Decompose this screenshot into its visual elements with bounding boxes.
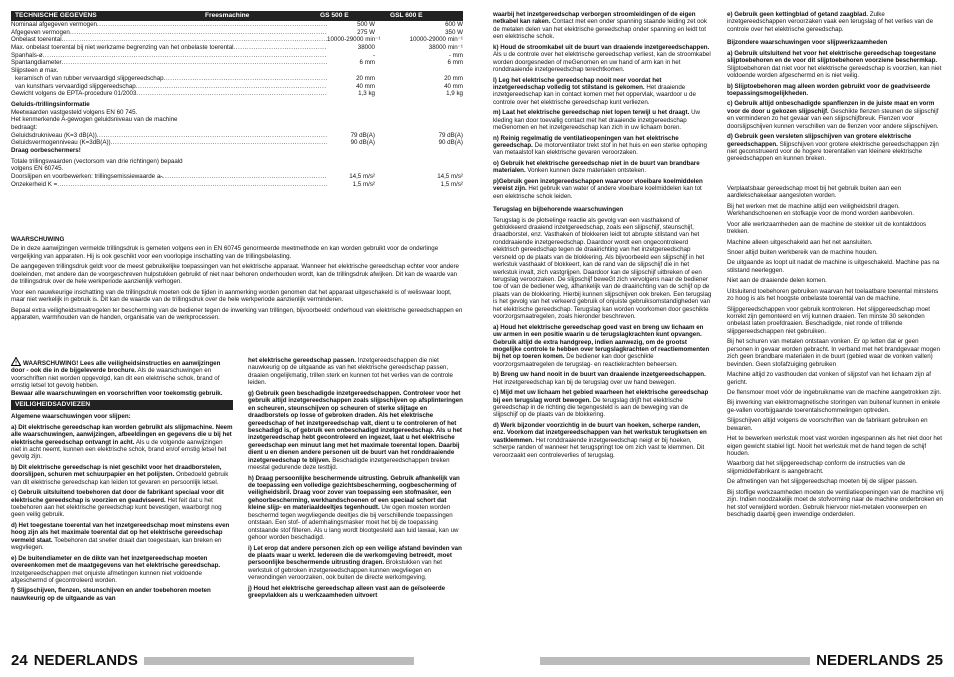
item-bold: e) Gebruik geen kettingblad of getand zaagblad.: [727, 11, 868, 18]
item-bold: waarbij het inzetgereedschap verborgen stroomleidingen of de eigen netkabel kan raken.: [493, 11, 696, 26]
item-text: Als u de volgende aanwijzingen niet in acht neemt, kunnen een elektrische schok, brand en/of ernstig letsel het gevolg zijn.: [11, 438, 227, 461]
item-bold: c) Gebruik altijd onbeschadigde spanflenzen in de juiste maat en vorm voor de door u gekozen slijpschijf.: [727, 100, 935, 115]
leader-dots: [97, 21, 327, 29]
noise-line: bedraagt:: [11, 123, 38, 131]
row-value-gsl600: 600 W: [445, 21, 463, 28]
item-text: Zulke inzetgereedschappen veroorzaken vaak een terugslag of het verlies van de controle over het elektrische gereedschap.: [727, 11, 934, 33]
item-bold: b) Dit elektrische gereedschap is niet geschikt voor het draadborstelen, doorslijpen, schuren met schuurpapier en het polijsten.: [11, 463, 222, 479]
row-label: Max. onbelast toerental bij niet werkzame begrenzing van het onbelaste toerental: [11, 44, 234, 52]
item-text: Beschadigde inzetgereedschappen breken meestal gedurende deze testtijd.: [248, 456, 450, 472]
spec-row: [11, 59, 463, 67]
row-value-gsl600: 1,9 kg: [446, 90, 463, 98]
leader-dots: [62, 36, 327, 44]
spec-row: [11, 36, 463, 44]
leader-dots: [43, 52, 327, 60]
row-label: Afgegeven vermogen: [11, 28, 70, 36]
right-col1: [493, 11, 713, 462]
warning-text: Als de waarschuwingen en voorschriften niet worden opgevolgd, kan dit een elektrische schok, brand of ernstig letsel tot gevolg hebben.: [11, 367, 220, 390]
instruction-paragraph: Bij het schuren van metalen ontstaan vonken. Er op letten dat er geen personen in gevaar worden gebracht. In verband met het brandgevaar mogen zich geen brandbare materialen in de buurt (gebied waar de vonken vallen) bevinden. Geen stofafzuiging gebruiken: [727, 338, 940, 368]
warning-triangle-icon: [11, 357, 21, 366]
item-bold: k) Houd de stroomkabel uit de buurt van draaiende inzetgereedschappen.: [493, 43, 710, 51]
safety-item: [11, 587, 233, 602]
spec-row: [11, 52, 463, 60]
leader-dots: [163, 173, 327, 181]
noise-lines: [11, 109, 463, 132]
warning-paragraph: Voor een nauwkeurige inschatting van de trillingsdruk moeten ook de tijden in aanmerking worden genomen dat het apparaat uitgeschakeld is of weliswaar loopt, maar niet werkelijk in gebruik is. Dit kan de waarde van de trillingsdruk over de hele werkperiode aanzienlijk verminderen.: [11, 288, 452, 304]
instruction-paragraph: Slijpgereedschappen voor gebruik kontroleren. Het slijpgereedschap moet korrekt zijn gemonteerd en vrij kunnen draaien. Ten minste 30 sekonden onbelast laten proefdraaien. Beschadigde, niet ronde of trillende slijpgereedschappen niet gebruiken.: [727, 305, 930, 335]
grinding-title: Bijzondere waarschuwingen voor slijpwerkzaamheden: [727, 39, 888, 47]
row-value-gsl600: 79 dB(A): [438, 131, 463, 139]
row-value-gs500: -: [372, 51, 375, 59]
left-footer: [11, 652, 414, 669]
keep-instructions: Bewaar alle waarschuwingen en voorschriften voor toekomstig gebruik.: [11, 389, 223, 397]
safety-item: [248, 390, 463, 472]
left-col2-items: [248, 357, 463, 600]
item-bold: het elektrische gereedschap passen.: [248, 357, 356, 364]
item-bold: d) Gebruik geen versleten slijpschijven van grotere elektrische gereedschappen.: [727, 133, 912, 148]
item-bold: l) Leg het elektrische gereedschap nooit neer voordat het inzetgereedschap volledig tot stilstand is gekomen.: [493, 76, 662, 91]
warning-paragraph: De in deze aanwijzingen vermelde trillingsdruk is gemeten volgens een in EN 60745 genormeerde meetmethode en kan worden gebruikt voor de onderlinge vergelijking van apparaten. Hij is ook geschikt voor een voorlopige inschatting van de trillingsbelasting.: [11, 245, 439, 260]
kickback-item: [493, 324, 713, 369]
safety-item: [248, 585, 463, 600]
item-text: Uw ogen moeten worden beschermd tegen wegvliegende deeltjes die bij verschillende toepassingen ontstaan. Een stof- of ademhalingsmasker moet het bij de toepassing ontstaande stof filteren. Als u lang wordt blootgesteld aan luid lawaai, kan uw gehoor worden beschadigd.: [248, 504, 459, 542]
safety-item: [493, 135, 713, 157]
grinding-item: [727, 133, 945, 163]
grinding-item: [727, 100, 945, 130]
safety-section-bar: VEILIGHEIDSADVIEZEN: [11, 400, 233, 410]
grinding-item: [727, 50, 945, 80]
item-bold: c) Mijd met uw lichaam het gebied waarheen het elektrische gereedschap bij een terugslag wordt bewogen.: [493, 389, 709, 404]
row-value-gsl600: 20 mm: [444, 74, 463, 82]
item-bold: a) Dit elektrische gereedschap kan worden gebruikt als slijpmachine. Neem alle waarschuwingen, aanwijzingen, afbeeldingen en gegevens die u bij het elektrische gereedschap ontvangt in acht.: [11, 423, 233, 446]
spec-col-gsl600: GSL 600 E: [390, 11, 423, 19]
item-text: Inzetgereedschappen die niet nauwkeurig op de uitgaande as van het elektrische gereedschap passen, draaien ongelijkmatig, trillen sterk en kunnen tot het verlies van de controle leiden.: [248, 357, 453, 387]
safety-item: [727, 11, 945, 33]
item-text: Het inzetgereedschap kan bij de terugslag over uw hand bewegen.: [493, 378, 676, 386]
instruction-paragraph: Bij stoffige werkzaamheden moeten de ventilatieopeningen van de machine vrij zijn. Indien noodzakelijk moet de stofvorming naar de machine onderbroken en het stof verwijderd worden. Gebruik hiervoor niet-metalen voorwerpen en beschadig daarbij geen inwendige onderdelen.: [727, 488, 944, 519]
warning-bold: WAARSCHUWING! Lees alle veiligheidsinstructies en aanwijzingen door - ook die in de bijgeleverde brochure.: [11, 360, 221, 375]
instruction-paragraph: Niet aan de draaiende delen komen.: [727, 277, 827, 285]
warning-intro: [11, 357, 233, 397]
row-value-gs500: 79 dB(A): [350, 131, 375, 139]
spec-col-type: Freesmachine: [205, 11, 250, 19]
instruction-paragraph: Machine alleen uitgeschakeld aan het net aansluiten.: [727, 238, 873, 246]
right-col2-items: [727, 11, 945, 33]
instruction-paragraph: Bij het werken met de machine altijd een veiligheidsbril dragen. Werkhandschoenen en stofkapje voor de mond worden aanbevolen.: [727, 202, 915, 218]
safety-item: [248, 357, 463, 387]
item-text: De motorventilator trekt stof in het huis en een sterke ophoping van metaalstof kan elektrische gevaren veroorzaken.: [493, 142, 707, 157]
noise-rows: [11, 132, 463, 147]
general-warnings-title: Algemene waarschuwingen voor slijpen:: [11, 413, 131, 421]
row-value-gsl600: 14,5 m/s²: [437, 173, 463, 181]
spec-col-gs500: GS 500 E: [320, 11, 349, 19]
item-text: Als u de controle over het elektrische gereedschap verliest, kan de stroomkabel worden doorgesneden of meGenomen en uw hand of arm kan in het ronddraaiende inzetgereedschap terechtkomen.: [493, 51, 711, 74]
noise-line: Meetwaarden vastgesteld volgens EN 60 745.: [11, 108, 138, 116]
instruction-paragraph: De uitgaande as loopt uit nadat de machine is uitgeschakeld. Machine pas na stilstand neerleggen.: [727, 259, 940, 274]
instruction-paragraph: Waarborg dat het slijpgereedschap conform de instructies van de slijpmiddelfabrikant is aangebracht.: [727, 460, 906, 475]
row-label: van kunsthars vervaardigd slijpgereedschap: [15, 82, 136, 90]
ear-protection: Draag oorbeschermers!: [11, 147, 81, 154]
item-text: Inzetgereedschappen met onjuiste afmetingen kunnen niet voldoende afgeschermd of gecontroleerd worden.: [11, 569, 202, 584]
vibration-line: Totale trillingswaarden (vectorsom van drie richtingen) bepaald: [11, 157, 183, 165]
item-text: Geschikte flenzen steunen de slijpschijf en verminderen zo het gevaar van een slijpschijfbreuk. Flenzen voor doorslijpschijven kunnen verschillen van de flenzen voor andere slijpschijven.: [727, 107, 939, 130]
noise-title: Geluids-/trillingsinformatie: [11, 100, 90, 108]
instruction-paragraph: Uitsluitend toebehoren gebruiken waarvan het toelaatbare toerental minstens zo hoog is als het hoogste onbelaste toerental van de machine.: [727, 287, 939, 303]
row-value-gsl600: 6 mm: [447, 59, 463, 67]
left-page: [0, 0, 472, 677]
row-label: Slijpsteen ø max.: [11, 67, 59, 75]
svg-text:!: !: [15, 360, 17, 366]
leader-dots: [136, 90, 327, 98]
spec-section: [11, 11, 463, 188]
page-number: 25: [926, 652, 943, 669]
item-bold: b) Breng uw hand nooit in de buurt van draaiende inzetgereedschappen.: [493, 371, 706, 379]
item-bold: h) Draag persoonlijke beschermende uitrusting. Gebruik afhankelijk van de toepassing een volledige gezichtsbescherming, oogbescherming of veiligheidsbril. Draag voor zover van toepassing een stofmasker, een gehoorbescherming, werkhandschoenen of een speciaal schort dat kleine slijp- en materiaaldeeltjes tegenhoudt.: [248, 474, 460, 512]
item-text: De bediener kan door geschikte voorzorgsmaatregelen de terugslag- en reactiekrachten beheersen.: [493, 353, 678, 368]
item-bold: c) Gebruik uitsluitend toebehoren dat door de fabrikant speciaal voor dit elektrische gereedschap is voorzien en geadviseerd.: [11, 489, 224, 504]
row-value-gsl600: 38000 min⁻¹: [428, 44, 463, 52]
item-bold: e) De buitendiameter en de dikte van het inzetgereedschap moeten overeenkomen met de maatgegevens van het elektrische gereedschap.: [11, 554, 221, 570]
safety-item: [493, 77, 713, 107]
spec-row: [11, 29, 463, 37]
kickback-item: [493, 389, 713, 419]
safety-item: [248, 545, 463, 582]
leader-dots: [164, 75, 327, 83]
right-paragraphs: [727, 185, 945, 519]
instruction-paragraph: De flensmoer moet vóór de ingebruikname van de machine aangetrokken zijn.: [727, 388, 942, 396]
item-bold: m) Laat het elektrische gereedschap niet lopen terwijl u het draagt.: [493, 109, 690, 117]
right-col1-items: [493, 11, 713, 200]
spec-title: TECHNISCHE GEGEVENS: [15, 11, 97, 19]
item-text: Het feit dat u het toebehoren aan het elektrische gereedschap kunt bevestigen, waarborgt nog geen veilig gebruik.: [11, 496, 222, 519]
vibration-line: volgens EN 60745.: [11, 165, 64, 173]
right-page: [482, 0, 954, 677]
page-language: NEDERLANDS: [33, 652, 138, 669]
safety-item: [11, 555, 233, 585]
right-footer: [540, 652, 943, 669]
safety-item: [11, 424, 233, 461]
vibration-row: [11, 173, 463, 181]
row-label: Spantangdiameter: [11, 59, 62, 67]
row-value-gsl600: 1,5 m/s²: [440, 180, 463, 188]
row-value-gs500: 1,5 m/s²: [352, 180, 375, 188]
safety-item: [11, 522, 233, 552]
right-col1-items2: [493, 324, 713, 459]
safety-item: [11, 464, 233, 486]
item-bold: o) Gebruik het elektrische gereedschap niet in de buurt van brandbare materialen.: [493, 159, 700, 175]
item-text: Het gebruik van water of andere vloeibare koelmiddelen kan tot een elektrische schok leiden.: [493, 185, 702, 200]
row-value-gs500: 40 mm: [356, 82, 375, 90]
spec-row: [11, 83, 463, 91]
safety-item: [493, 11, 713, 41]
right-col2: [727, 11, 945, 522]
row-label: Geluidsdrukniveau (K=3 dB(A)): [11, 131, 97, 139]
kickback-item: [493, 422, 713, 459]
instruction-paragraph: De afmetingen van het slijpgereedschap moeten bij de slijper passen.: [727, 478, 918, 486]
row-value-gs500: 14,5 m/s²: [349, 173, 375, 181]
row-value-gs500: 90 dB(A): [350, 139, 375, 147]
leader-dots: [57, 181, 327, 189]
item-text: Het ronddraaiende inzetgereedschap neigt er bij hoeken, scherpe randen of wanneer het terugspringt toe om zich vast te klemmen. Dit veroorzaakt een controleverlies of terugslag.: [493, 436, 705, 459]
kickback-title: Terugslag en bijbehorende waarschuwingen: [493, 206, 624, 214]
row-label: Doorslijpen en voorbewerken: trillingsemissiewaarde aₕ: [11, 173, 163, 181]
spec-row: [11, 44, 463, 52]
spec-row: [11, 67, 463, 75]
row-value-gsl600: [375, 67, 463, 75]
warning-paragraphs: [11, 245, 463, 321]
item-bold: b) Slijptoebehoren mag alleen worden gebruikt voor de geadviseerde toepassingsmogelijkheden.: [727, 82, 931, 97]
item-text: Vonken kunnen deze materialen ontsteken.: [525, 167, 647, 175]
item-text: Het draaiende inzetgereedschap kan in contact komen met het oppervlak, waardoor u de controle over het elektrische gereedschap kunt verliezen.: [493, 83, 696, 106]
leader-dots: [62, 59, 327, 67]
spec-row: [11, 21, 463, 29]
left-col1-items: [11, 424, 233, 603]
leader-dots: [97, 132, 327, 140]
noise-line: Het kenmerkende A-gewogen geluidsniveau van de machine: [11, 116, 178, 124]
instruction-paragraph: Bij inwerking van elektromagnetische storingen van buitenaf kunnen in enkele ge-vallen voorbijgaande toerentalschommelingen optreden.: [727, 399, 940, 414]
item-bold: g) Gebruik geen beschadigde inzetgereedschappen. Controleer voor het gebruik altijd inzetgereedschappen zoals slijpschijven op afsplinteringen en scheuren, steunschijven op scheuren of sterke slijtage en draadborstels op losse of gebroken draden. Als het elektrische gereedschap of het inzetgereedschap valt, dient u te controleren of het beschadigd is, of gebruik een onbeschadigd inzetgereedschap. Als u het inzetgereedschap hebt gecontroleerd en ingezet, laat u het elektrische gereedschap een minuut lang met het maximale toerental lopen. Daarbij dient u en dienen andere personen uit de buurt van het ronddraaiende inzetgereedschap te blijven.: [248, 389, 463, 464]
item-text: Brokstukken van het werkstuk of gebroken inzetgereedschappen kunnen wegvliegen en verwondingen veroorzaken, ook buiten de directe werkomgeving.: [248, 559, 442, 582]
instruction-paragraph: Snoer altijd buiten werkbereik van de machine houden.: [727, 248, 878, 256]
page-language: NEDERLANDS: [816, 652, 921, 669]
footer-bar: [144, 657, 414, 665]
spec-row: [11, 90, 463, 98]
item-text: Uw kleding kan door toevallig contact met het draaiende inzetgereedschap meGenomen en het inzetgereedschap kan zich in uw lichaam boren.: [493, 109, 700, 132]
row-value-gs500: 10000-29000 min⁻¹: [327, 36, 381, 44]
leader-dots: [234, 44, 327, 52]
row-label: Onbelast toerental: [11, 36, 62, 44]
row-value-gs500: 1,3 kg: [358, 90, 375, 98]
page-number: 24: [11, 652, 28, 669]
instruction-paragraph: Verplaatsbaar gereedschap moet bij het gebruik buiten aan een aardlekschakelaar aangesloten worden.: [727, 184, 902, 200]
row-label: Spanhals-ø: [11, 51, 43, 59]
grinding-item: [727, 83, 945, 98]
footer-bar: [540, 657, 810, 665]
row-value-gsl600: 350 W: [445, 28, 463, 36]
row-label: Geluidsvermogenniveau (K=3dB(A)): [11, 139, 111, 147]
grinding-items: [727, 50, 945, 163]
item-bold: d) Werk bijzonder voorzichtig in de buurt van hoeken, scherpe randen, enz. Voorkom dat inzetgereedschappen van het werkstuk terugketsen en vastklemmen.: [493, 421, 707, 444]
safety-item: [493, 44, 713, 74]
item-bold: p)Gebruik geen inzetgereedschappen waarvoor vloeibare koelmiddelen vereist zijn.: [493, 177, 703, 193]
row-value-gs500: 275 W: [357, 28, 375, 36]
warning-section: [11, 236, 463, 324]
item-bold: d) Het toegestane toerental van het inzetgereedschap moet minstens even hoog zijn als het maximale toerental dat op het elektrische gereedschap vermeld staat.: [11, 521, 230, 544]
item-bold: j) Houd het elektrische gereedschap alleen vast aan de geïsoleerde greepvlakken als u werkzaamheden uitvoert: [248, 584, 446, 600]
instruction-paragraph: Voor alle werkzaamheden aan de machine de stekker uit de kontaktdoos trekken.: [727, 220, 927, 236]
instruction-paragraph: Het te bewerken werkstuk moet vast worden ingespannen als het niet door het eigen gewicht stabiel ligt. Nooit het werkstuk met de hand tegen de schijf houden.: [727, 435, 942, 457]
instruction-paragraph: Slijpschijven altijd volgens de voorschriften van de fabrikant gebruiken en bewaren.: [727, 417, 928, 432]
leader-dots: [136, 83, 327, 91]
item-text: Toebehoren dat sneller draait dan toegestaan, kan breken en wegvliegen.: [11, 536, 222, 552]
item-text: Slijptoebehoren dat niet voor het elektrische gereedschap is voorzien, kan niet voldoende worden afgeschermd en is niet veilig.: [727, 64, 942, 80]
safety-item: [493, 160, 713, 175]
left-col1: [11, 357, 233, 605]
warning-paragraph: De aangegeven trillingsdruk geldt voor de meest gebruikelijke toepassingen van het elektrische apparaat. Wanneer het elektrische gereedschap echter voor andere doeleinden, met andere dan de voorgeschreven hulpstukken gebruikt of niet naar behoren onderhouden wordt, kan de trillingsdruk afwijken. Dit kan de waarde van de trillingsdruk over de hele werkperiode aanzienlijk verhogen.: [11, 263, 459, 286]
vibration-row: [11, 181, 463, 189]
item-bold: f) Slijpschijven, flenzen, steunschijven en ander toebehoren moeten nauwkeurig op de uitgaande as van: [11, 587, 211, 602]
row-label: Onzekerheid K =: [11, 180, 58, 188]
row-value-gs500: 500 W: [357, 21, 375, 28]
leader-dots: [70, 29, 327, 37]
row-value-gsl600: - mm: [448, 51, 463, 59]
row-label: Nominaal afgegeven vermogen: [11, 21, 97, 28]
safety-item: [493, 109, 713, 131]
vibration-lines: [11, 158, 463, 173]
safety-item: [248, 475, 463, 542]
row-value-gsl600: 90 dB(A): [438, 139, 463, 147]
spec-rows: [11, 21, 463, 98]
noise-row: [11, 139, 463, 147]
warning-paragraph: Bepaal extra veiligheidsmaatregelen ter bescherming van de bediener tegen de inwerking van trillingen, bijvoorbeeld: onderhoud van elektrische gereedschappen en apparaten, warmhouden van de handen, organisatie van de werkprocessen.: [11, 306, 463, 321]
noise-row: [11, 132, 463, 140]
row-label: Gewicht volgens de EPTA-procedure 01/2003: [11, 90, 137, 98]
item-bold: i) Let erop dat andere personen zich op een veilige afstand bevinden van de plaats waar u werkt. Iedereen die de werkomgeving betreedt, moet persoonlijke beschermende uitrusting dragen.: [248, 544, 462, 567]
row-value-gs500: [327, 67, 375, 75]
item-bold: a) Gebruik uitsluitend het voor het elektrische gereedschap toegestane slijptoebehoren en de voor dit slijptoebehoren voorziene beschermkap.: [727, 49, 938, 65]
safety-item: [11, 489, 233, 519]
spec-header: [11, 11, 463, 21]
row-label: keramisch of van rubber vervaardigd slijpgereedschap: [15, 74, 164, 82]
instruction-paragraph: Machine altijd zo vasthouden dat vonken of slijpstof van het lichaam zijn af gericht.: [727, 371, 931, 386]
safety-item: [493, 178, 713, 200]
row-value-gsl600: 40 mm: [444, 82, 463, 90]
item-text: Onbedoeld gebruik van dit elektrische gereedschap kan leiden tot gevaren en persoonlijk letsel.: [11, 471, 229, 486]
row-value-gs500: 6 mm: [359, 59, 375, 67]
item-text: Contact met een onder spanning staande leiding zet ook de metalen delen van het elektrische gereedschap onder spanning en leidt tot een elektrische schok.: [493, 18, 707, 41]
left-col2: [248, 357, 463, 603]
item-bold: a) Houd het elektrische gereedschap goed vast en breng uw lichaam en uw armen in een positie waarin u de terugslagkrachten kunt opvangen. Gebruik altijd de extra handgreep, indien aanwezig, om de grootst mogelijke controle te hebben over terugslagkrachten of reactiemomenten bij het op toeren komen.: [493, 323, 710, 361]
kickback-item: [493, 371, 713, 386]
kickback-text: Terugslag is de plotselinge reactie als gevolg van een vasthakend of geblokkeerd draaiend inzetgereedschap, zoals een slijpschijf, steunschijf, draadborstel, enz. Vasthaken of blokkeren leidt tot abrupte stilstand van het ronddraaiende inzetgereedschap. Daardoor wordt een ongecontroleerd elektrisch gereedschap tegen de draairichting van het inzetgereedschap versneld op de plaats van de blokkering. Als bijvoorbeeld een slijpschijf in het werkstuk vasthaakt of blokkeert, kan de rand van de slijpschijf die in het werkstuk invalt, zich vastgrijpen. Daardoor kan de slijpschijf uitbreken of een terugslag veroorzaken. De slijpschijf beweGt zich vervolgens naar de bediener toe of van de bediener weg, afhankelijk van de draairichting van de schijf op de plaats van de blokkering. Hierbij kunnen slijpschijven ook breken. Een terugslag is het gevolg van het verkeerd gebruik of onjuiste gebruiksomstandigheden van het elektrische gereedschap. Terugslag kan worden voorkomen door geschikte voorzorgsmaatregelen, zoals hieronder beschreven.: [493, 216, 712, 321]
vibration-rows: [11, 173, 463, 188]
item-text: De terugslag drijft het elektrische gereedschap in de richting die tegengesteld is aan de beweging van de slijpschijf op de plaats van de blokkering.: [493, 396, 689, 419]
item-bold: n) Reinig regelmatig de ventilatieopeningen van het elektrische gereedschap.: [493, 134, 679, 149]
item-text: Slijpschijven voor grotere elektrische gereedschappen zijn niet geconstrueerd voor de hogere toerentallen van kleinere elektrische gereedschappen en kunnen breken.: [727, 140, 939, 163]
warning-title: WAARSCHUWING: [11, 236, 65, 243]
leader-dots: [111, 139, 327, 147]
spec-row: [11, 75, 463, 83]
row-value-gsl600: 10000-29000 min⁻¹: [409, 36, 463, 44]
row-value-gs500: 38000: [357, 44, 375, 52]
row-value-gs500: 20 mm: [356, 74, 375, 82]
